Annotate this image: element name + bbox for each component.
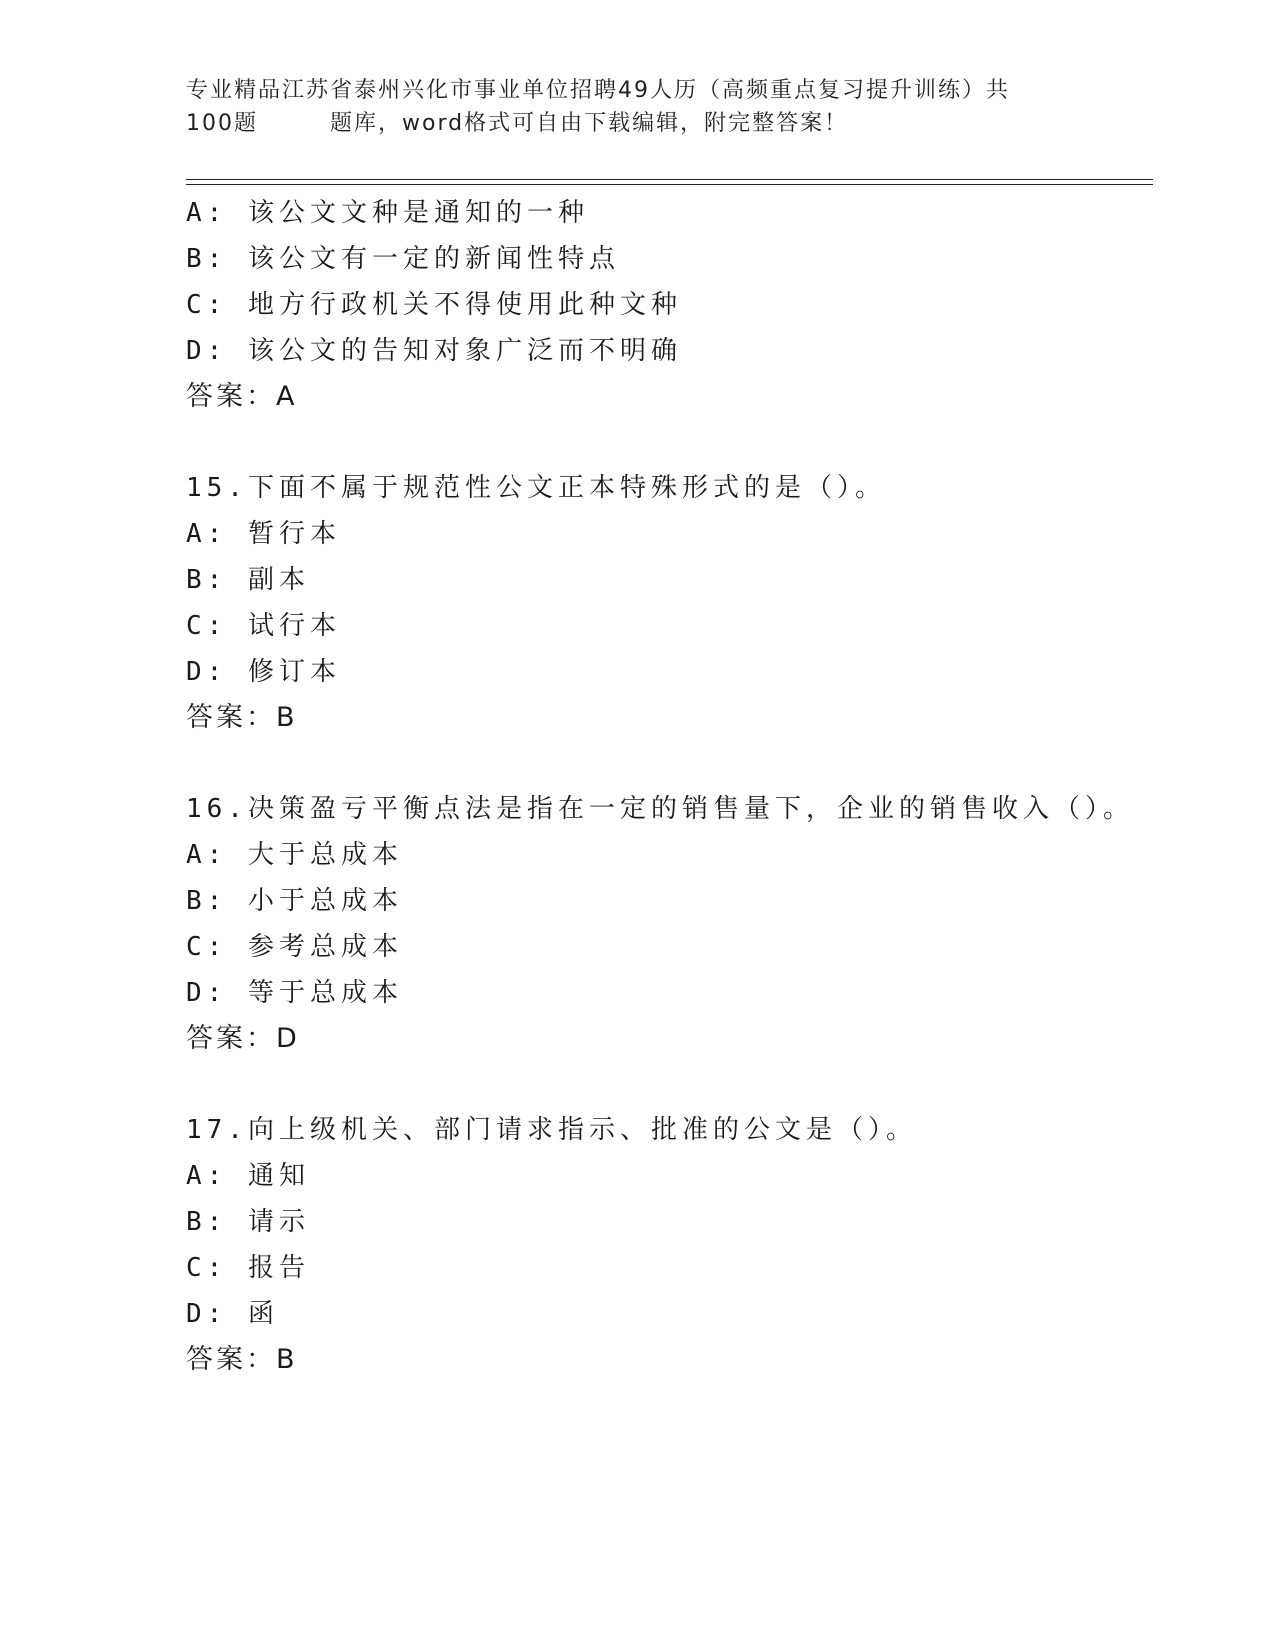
option-d: D: 等于总成本 — [186, 978, 403, 1008]
answer-line: 答案：D — [186, 1023, 300, 1054]
question-text: 15.下面不属于规范性公文正本特殊形式的是（）。 — [186, 473, 886, 503]
option-b: B: 副本 — [186, 565, 310, 595]
option-c: C: 参考总成本 — [186, 932, 403, 962]
option-a: A: 大于总成本 — [186, 840, 403, 870]
option-d: D: 修订本 — [186, 657, 341, 687]
question-text: 17.向上级机关、部门请求指示、批准的公文是（）。 — [186, 1115, 917, 1145]
option-b: B: 请示 — [186, 1207, 310, 1237]
option-d: D: 该公文的告知对象广泛而不明确 — [186, 336, 682, 366]
header-title-line1: 专业精品江苏省泰州兴化市事业单位招聘49人历（高频重点复习提升训练）共 — [186, 78, 1010, 103]
option-a: A: 通知 — [186, 1161, 310, 1191]
option-a: A: 该公文文种是通知的一种 — [186, 198, 589, 228]
option-c: C: 地方行政机关不得使用此种文种 — [186, 290, 682, 320]
option-c: C: 试行本 — [186, 611, 341, 641]
option-a: A: 暂行本 — [186, 519, 341, 549]
question-text: 16.决策盈亏平衡点法是指在一定的销售量下，企业的销售收入（）。 — [186, 794, 1134, 824]
header-question-count: 100题 — [186, 111, 258, 136]
header-divider-top — [186, 179, 1153, 180]
question-15 — [186, 465, 1146, 741]
option-b: B: 小于总成本 — [186, 886, 403, 916]
question-14-continued — [186, 190, 1146, 420]
option-b: B: 该公文有一定的新闻性特点 — [186, 244, 620, 274]
header-title-line2 — [186, 107, 1066, 140]
question-16 — [186, 786, 1146, 1062]
option-d: D: 函 — [186, 1299, 279, 1329]
document-header — [186, 74, 1066, 140]
header-divider-bottom — [186, 184, 1153, 185]
question-list — [186, 190, 1146, 1383]
answer-line: 答案：B — [186, 1344, 298, 1375]
answer-line: 答案：B — [186, 702, 298, 733]
header-description: 题库，word格式可自由下载编辑，附完整答案！ — [330, 111, 849, 136]
question-17 — [186, 1107, 1146, 1383]
option-c: C: 报告 — [186, 1253, 310, 1283]
answer-line: 答案：A — [186, 381, 298, 412]
